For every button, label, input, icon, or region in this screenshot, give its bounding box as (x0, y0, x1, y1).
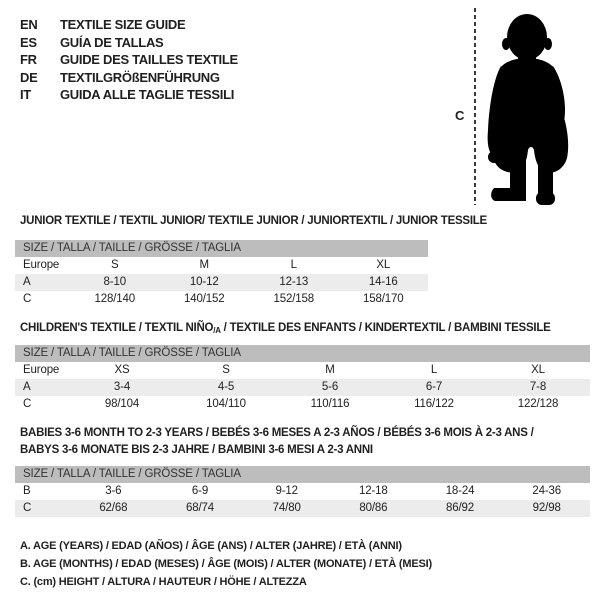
table-row (15, 257, 428, 274)
age-cell: 3-4 (113, 381, 131, 393)
table-row (15, 274, 428, 291)
height-measure-label: C (455, 108, 465, 123)
guide-title: GUIDA ALLE TAGLIE TESSILI (60, 87, 235, 102)
size-cell: XL (531, 364, 545, 376)
baby-silhouette (486, 8, 576, 208)
junior-size-table (15, 240, 428, 308)
legend-note-a: A. AGE (YEARS) / EDAD (AÑOS) / ÂGE (ANS) / ALTER (JAHRE) / ETÀ (ANNI) (20, 540, 402, 552)
language-code: IT (20, 87, 31, 102)
babies-title-line2: BABYS 3-6 MONATE BIS 2-3 JAHRE / BAMBINI 3-6 MESI A 2-3 ANNI (20, 444, 373, 456)
height-cell: 110/116 (310, 398, 350, 410)
row-label: A (23, 276, 31, 288)
language-row (20, 34, 238, 52)
language-row (20, 86, 238, 104)
legend-notes (20, 537, 432, 591)
age-cell: 6-9 (191, 485, 209, 497)
age-cell: 7-8 (529, 381, 547, 393)
table-row (15, 291, 428, 308)
size-header-bar: SIZE / TALLA / TAILLE / GRÖSSE / TAGLIA (15, 345, 590, 362)
guide-title: TEXTILE SIZE GUIDE (60, 17, 186, 32)
title-part: CHILDREN'S TEXTILE / TEXTIL NIÑO (20, 322, 214, 334)
age-cell: 12-13 (279, 276, 309, 288)
height-cell: 74/80 (272, 502, 301, 514)
height-cell: 62/68 (99, 502, 128, 514)
height-cell: 140/152 (183, 293, 225, 305)
table-row (15, 483, 590, 500)
age-cell: 24-36 (532, 485, 562, 497)
height-cell: 122/128 (517, 398, 559, 410)
language-code: EN (20, 17, 38, 32)
language-code: ES (20, 34, 37, 50)
size-cell: S (110, 259, 119, 271)
row-label: A (23, 381, 31, 393)
size-cell: L (430, 364, 438, 376)
language-row (20, 16, 238, 34)
height-cell: 116/122 (414, 398, 454, 410)
language-code: FR (20, 52, 37, 67)
size-header-bar: SIZE / TALLA / TAILLE / GRÖSSE / TAGLIA (15, 240, 428, 257)
language-row (20, 69, 238, 87)
babies-title-line1: BABIES 3-6 MONTH TO 2-3 YEARS / BEBÉS 3-6 MESES A 2-3 AÑOS / BÉBÉS 3-6 MOIS À 2-3 ANS / (20, 427, 534, 439)
table-row (15, 379, 590, 396)
size-cell: XL (376, 259, 391, 271)
language-row (20, 51, 238, 69)
table-row (15, 362, 590, 379)
size-cell: S (222, 364, 230, 376)
row-label: C (23, 502, 32, 514)
title-subscript: /A (213, 326, 221, 335)
height-cell: 98/104 (104, 398, 140, 410)
babies-table-title (20, 425, 534, 459)
age-cell: 10-12 (189, 276, 219, 288)
age-cell: 6-7 (425, 381, 443, 393)
age-cell: 8-10 (103, 276, 126, 288)
age-cell: 3-6 (105, 485, 122, 497)
size-cell: L (290, 259, 297, 271)
age-cell: 14-16 (368, 276, 398, 288)
babies-size-table (15, 466, 590, 517)
children-size-table (15, 345, 590, 413)
legend-note-b: B. AGE (MONTHS) / EDAD (MESES) / ÂGE (MOIS) / ALTER (MONATE) / ETÀ (MESI) (20, 558, 432, 570)
height-cell: 68/74 (185, 502, 215, 514)
size-cell: XS (114, 364, 130, 376)
guide-title: GUÍA DE TALLAS (60, 34, 164, 50)
size-header-bar: SIZE / TALLA / TAILLE / GRÖSSE / TAGLIA (15, 466, 590, 483)
height-cell: 92/98 (532, 502, 561, 514)
age-cell: 9-12 (275, 485, 298, 497)
size-cell: M (325, 364, 335, 376)
children-table-title (20, 320, 551, 339)
junior-table-title: JUNIOR TEXTILE / TEXTIL JUNIOR/ TEXTILE JUNIOR / JUNIORTEXTIL / JUNIOR TESSILE (20, 215, 487, 227)
height-cell: 158/170 (362, 293, 404, 305)
guide-title: GUIDE DES TAILLES TEXTILE (60, 52, 238, 67)
row-label: B (23, 485, 31, 497)
language-title-list (20, 16, 238, 104)
guide-title: TEXTILGRÖßENFÜHRUNG (60, 69, 220, 85)
age-cell: 4-5 (217, 381, 235, 393)
height-measure-line (474, 8, 476, 205)
legend-note-c: C. (cm) HEIGHT / ALTURA / HAUTEUR / HÖHE / ALTEZZA (20, 576, 307, 588)
row-label: C (23, 293, 32, 305)
title-part: / TEXTILE DES ENFANTS / KINDERTEXTIL / BAMBINI TESSILE (220, 322, 551, 334)
language-code: DE (20, 69, 38, 85)
table-row (15, 500, 590, 517)
size-cell: M (199, 259, 209, 271)
height-cell: 104/110 (206, 398, 246, 410)
height-cell: 128/140 (94, 293, 136, 305)
row-label: Europe (23, 364, 60, 376)
age-cell: 18-24 (445, 485, 475, 497)
table-row (15, 396, 590, 413)
height-cell: 86/92 (446, 502, 475, 514)
row-label: C (23, 398, 32, 410)
age-cell: 5-6 (321, 381, 339, 393)
age-cell: 12-18 (359, 485, 388, 497)
height-cell: 80/86 (359, 502, 388, 514)
row-label: Europe (23, 259, 60, 271)
height-cell: 152/158 (273, 293, 315, 305)
